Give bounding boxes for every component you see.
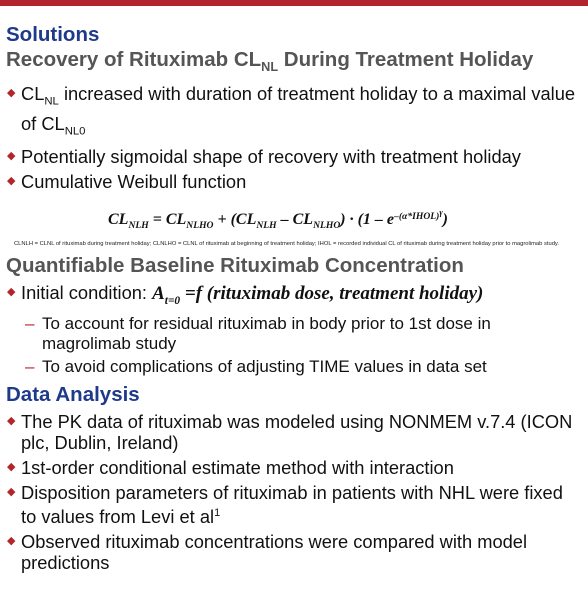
dash-bullet-icon: – xyxy=(25,314,35,334)
sub-bullet-time-values: – To avoid complications of adjusting TIME values in data set xyxy=(25,357,487,377)
formula-footnote: CLNLH = CLNL of rituximab during treatment holiday; CLNLHO = CLNL of rituximab at beginning of treatment holiday; IHOL = recorded individual CL of rituximab during treatment holiday prior to magrolimab study. xyxy=(14,240,560,247)
slide-content xyxy=(0,22,588,573)
bullet-nonmem: ◆ The PK data of rituximab was modeled using NONMEM v.7.4 (ICON plc, Dublin, Ireland) xyxy=(7,411,573,454)
bullet-initial-condition: ◆ Initial condition: $A_{t=0} =f$ (rituximab dose, treatment holiday) xyxy=(7,281,484,307)
initial-condition-math: $A_{t=0} =f$ (rituximab dose, treatment holiday) xyxy=(152,282,484,307)
bullet-estimate-method: ◆ 1st-order conditional estimate method with interaction xyxy=(7,457,454,479)
top-accent-bar xyxy=(0,0,588,6)
bullet-observed: ◆ Observed rituximab concentrations were compared with model predictions xyxy=(7,531,528,574)
solutions-heading: Solutions xyxy=(6,23,100,46)
diamond-bullet-icon: ◆ xyxy=(7,535,16,548)
diamond-bullet-icon: ◆ xyxy=(7,415,16,428)
dash-bullet-icon: – xyxy=(25,357,35,377)
bullet-weibull: ◆ Cumulative Weibull function xyxy=(7,171,247,193)
sub-bullet-residual: – To account for residual rituximab in body prior to 1st dose in magrolimab study xyxy=(25,314,491,354)
recovery-subheading: Recovery of Rituximab $CL_{NL}$ During Treatment Holiday xyxy=(6,48,534,75)
bullet-disposition: ◆ Disposition parameters of rituximab in patients with NHL were fixed to values from Levi et $al^1$ xyxy=(7,482,563,528)
bullet-cl-increase: ◆ $CL_{NL}$ increased with duration of treatment holiday to a maximal value of $CL_{NL0}$ xyxy=(7,83,576,138)
diamond-bullet-icon: ◆ xyxy=(7,285,16,298)
diamond-bullet-icon: ◆ xyxy=(7,175,16,188)
baseline-heading: Quantifiable Baseline Rituximab Concentration xyxy=(6,253,464,277)
diamond-bullet-icon: ◆ xyxy=(7,486,16,499)
diamond-bullet-icon: ◆ xyxy=(7,461,16,474)
diamond-bullet-icon: ◆ xyxy=(7,87,16,100)
bullet-sigmoidal: ◆ Potentially sigmoidal shape of recovery with treatment holiday xyxy=(7,146,521,168)
data-analysis-heading: Data Analysis xyxy=(6,383,140,407)
diamond-bullet-icon: ◆ xyxy=(7,150,16,163)
weibull-formula: $CL_{NLH} = CL_{NLHO} + (CL_{NLH} - CL_{NLHO}) \cdot (1 - e^{-(\alpha*IHOL)^\gamma})$ xyxy=(108,207,448,232)
